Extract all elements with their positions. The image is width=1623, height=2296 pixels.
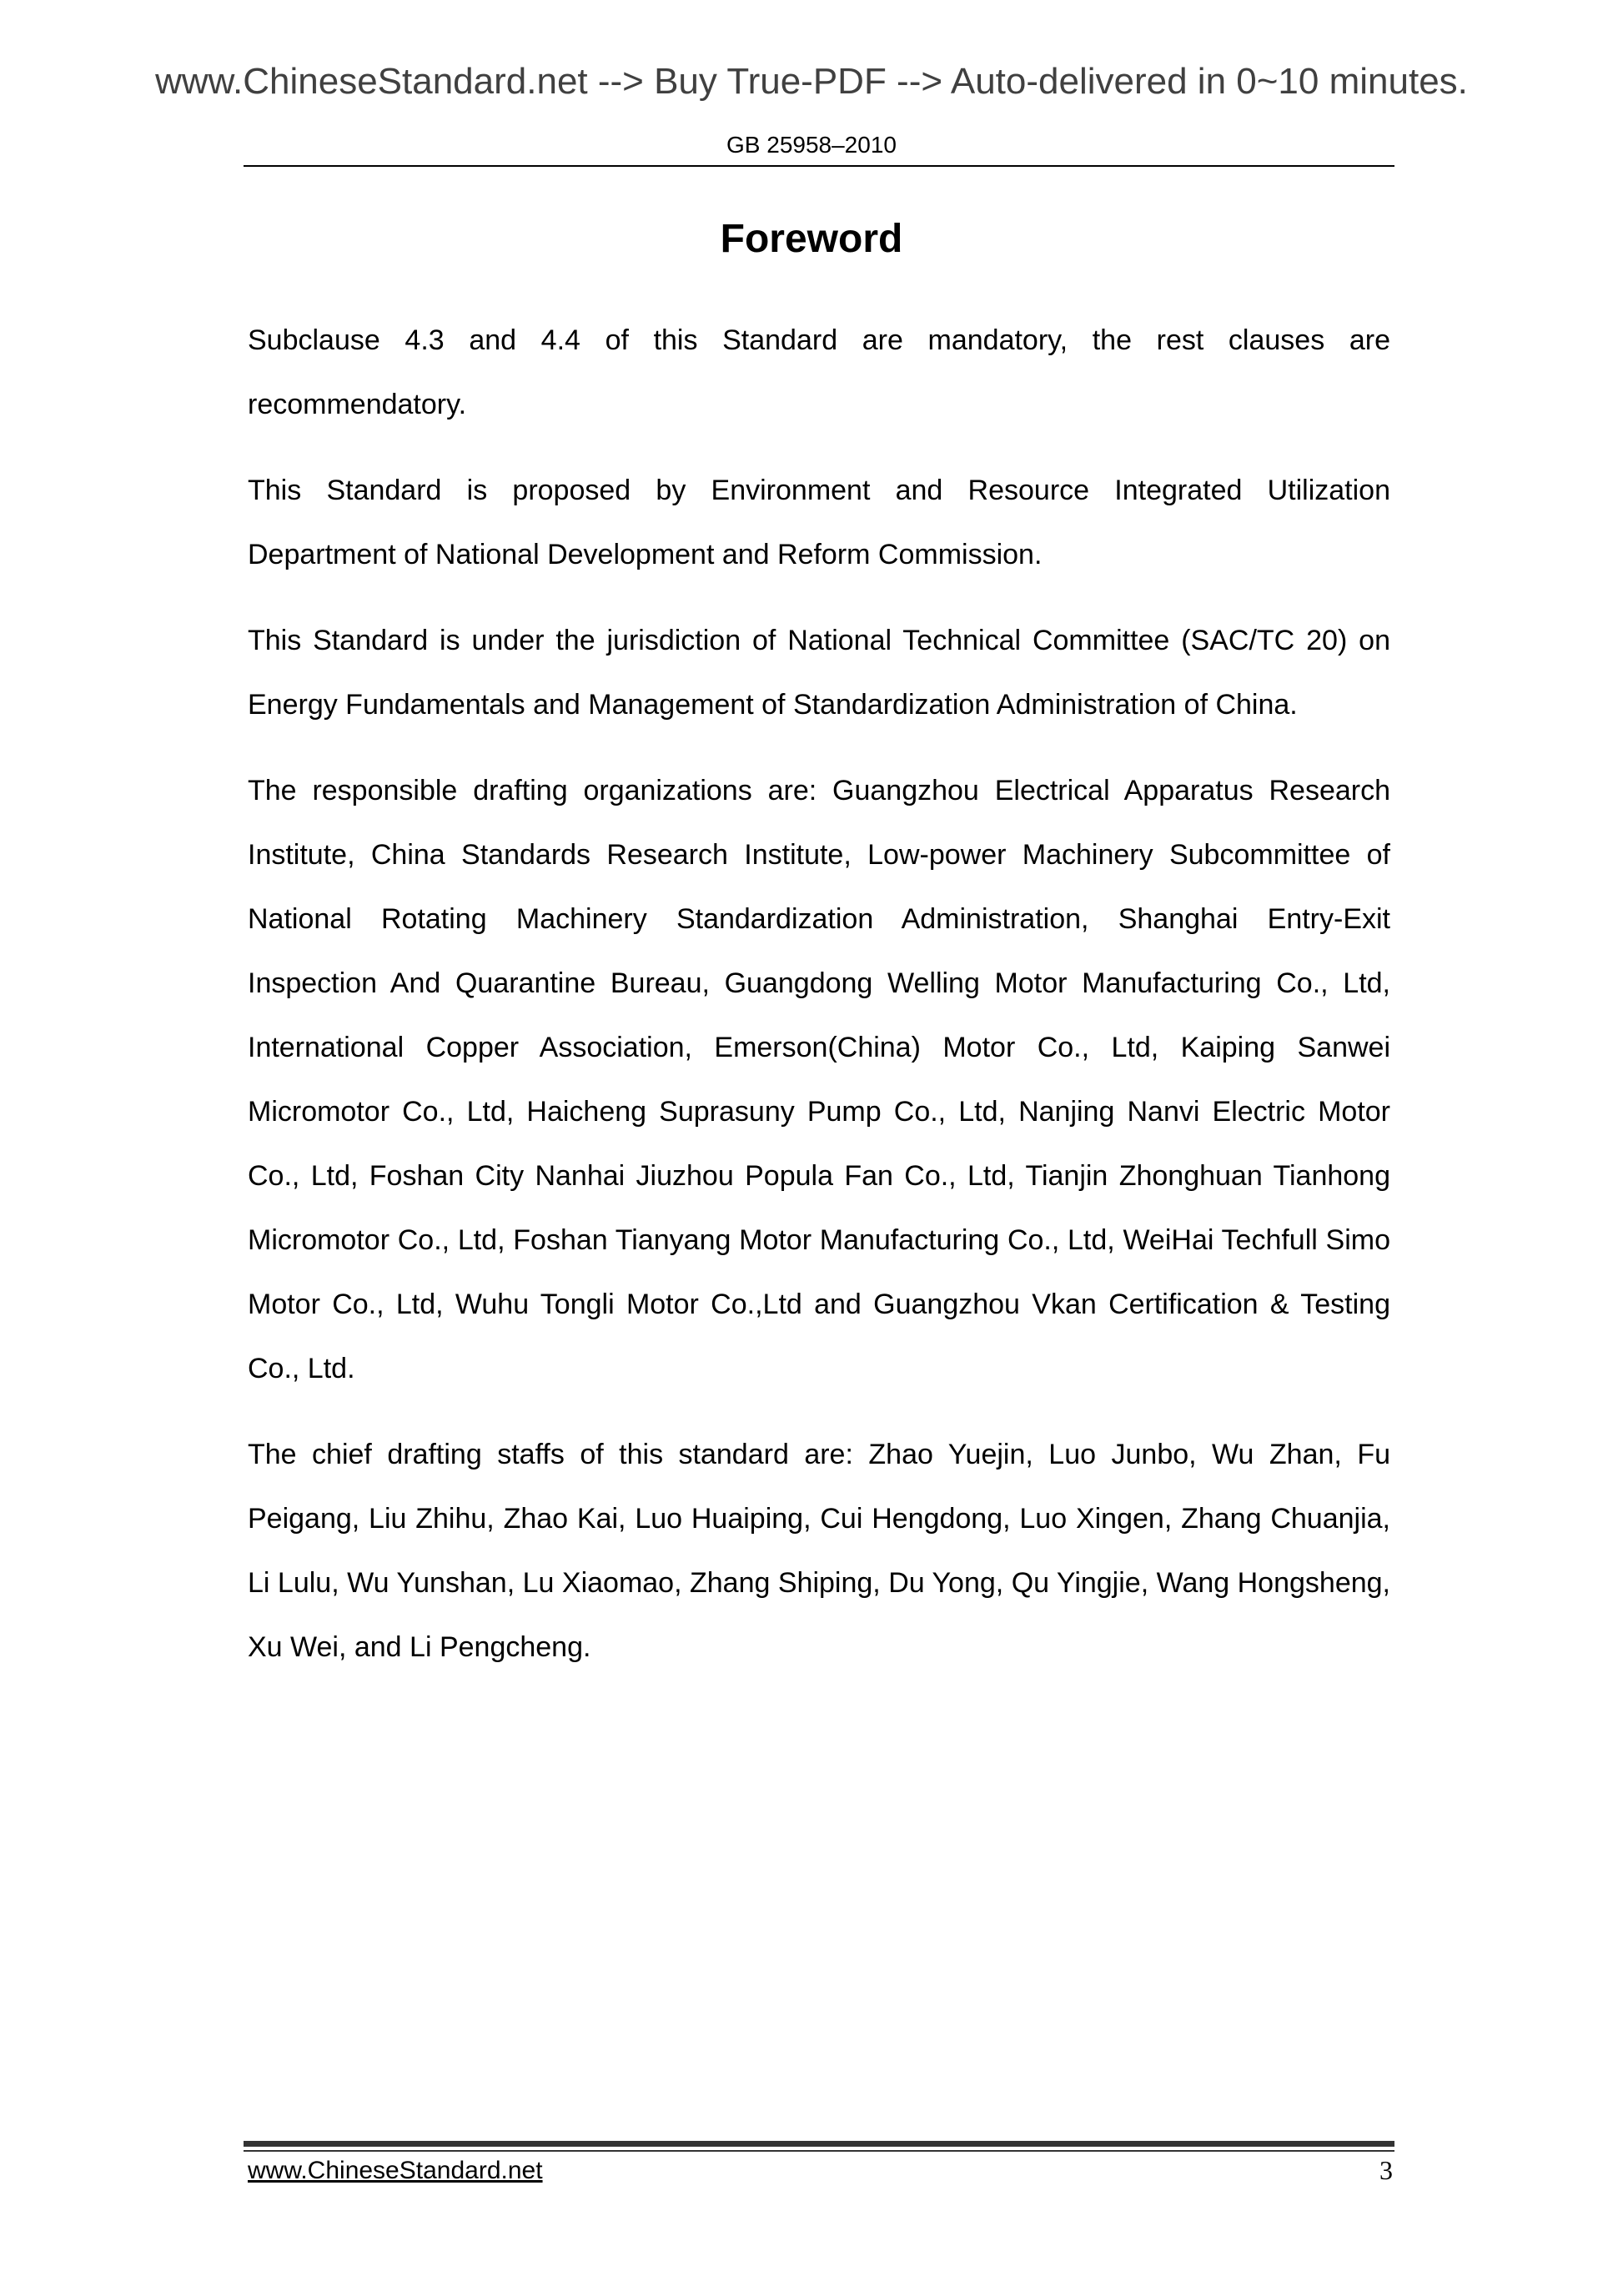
top-banner: www.ChineseStandard.net --> Buy True-PDF --> Auto-delivered in 0~10 minutes. <box>155 61 1468 102</box>
footer-rule-thick <box>244 2141 1394 2147</box>
document-code: GB 25958–2010 <box>726 132 897 158</box>
footer-website-link[interactable]: www.ChineseStandard.net <box>248 2157 543 2184</box>
paragraph-drafting-staff: The chief drafting staffs of this standard are: Zhao Yuejin, Luo Junbo, Wu Zhan, Fu Peigang, Liu Zhihu, Zhao Kai, Luo Huaiping, Cui Hengdong, Luo Xingen, Zhang Chuanjia, Li Lulu, Wu Yunshan, Lu Xiaomao, Zhang Shiping, Du Yong, Qu Yingjie, Wang Hongsheng, Xu Wei, and Li Pengcheng. <box>248 1439 1390 1663</box>
paragraph-mandatory-clauses: Subclause 4.3 and 4.4 of this Standard are mandatory, the rest clauses are recommendatory. <box>248 324 1390 420</box>
foreword-body <box>248 309 1390 1701</box>
footer-rule-thin <box>244 2150 1394 2152</box>
page-number: 3 <box>1379 2155 1393 2185</box>
paragraph-drafting-organizations: The responsible drafting organizations are: Guangzhou Electrical Apparatus Research Institute, China Standards Research Institute, Low-power Machinery Subcommittee of National Rotating Machinery Standardization Administration, Shanghai Entry-Exit Inspection And Quarantine Bureau, Guangdong Welling Motor Manufacturing Co., Ltd, International Copper Association, Emerson(China) Motor Co., Ltd, Kaiping Sanwei Micromotor Co., Ltd, Haicheng Suprasuny Pump Co., Ltd, Nanjing Nanvi Electric Motor Co., Ltd, Foshan City Nanhai Jiuzhou Popula Fan Co., Ltd, Tianjin Zhonghuan Tianhong Micromotor Co., Ltd, Foshan Tianyang Motor Manufacturing Co., Ltd, WeiHai Techfull Simo Motor Co., Ltd, Wuhu Tongli Motor Co.,Ltd and Guangzhou Vkan Certification & Testing Co., Ltd. <box>248 775 1390 1384</box>
paragraph-proposer: This Standard is proposed by Environment and Resource Integrated Utilization Department of National Development and Reform Commission. <box>248 475 1390 570</box>
page-title: Foreword <box>720 217 903 261</box>
paragraph-jurisdiction: This Standard is under the jurisdiction of National Technical Committee (SAC/TC 20) on Energy Fundamentals and Management of Standardization Administration of China. <box>248 625 1390 721</box>
header-rule <box>244 165 1394 167</box>
